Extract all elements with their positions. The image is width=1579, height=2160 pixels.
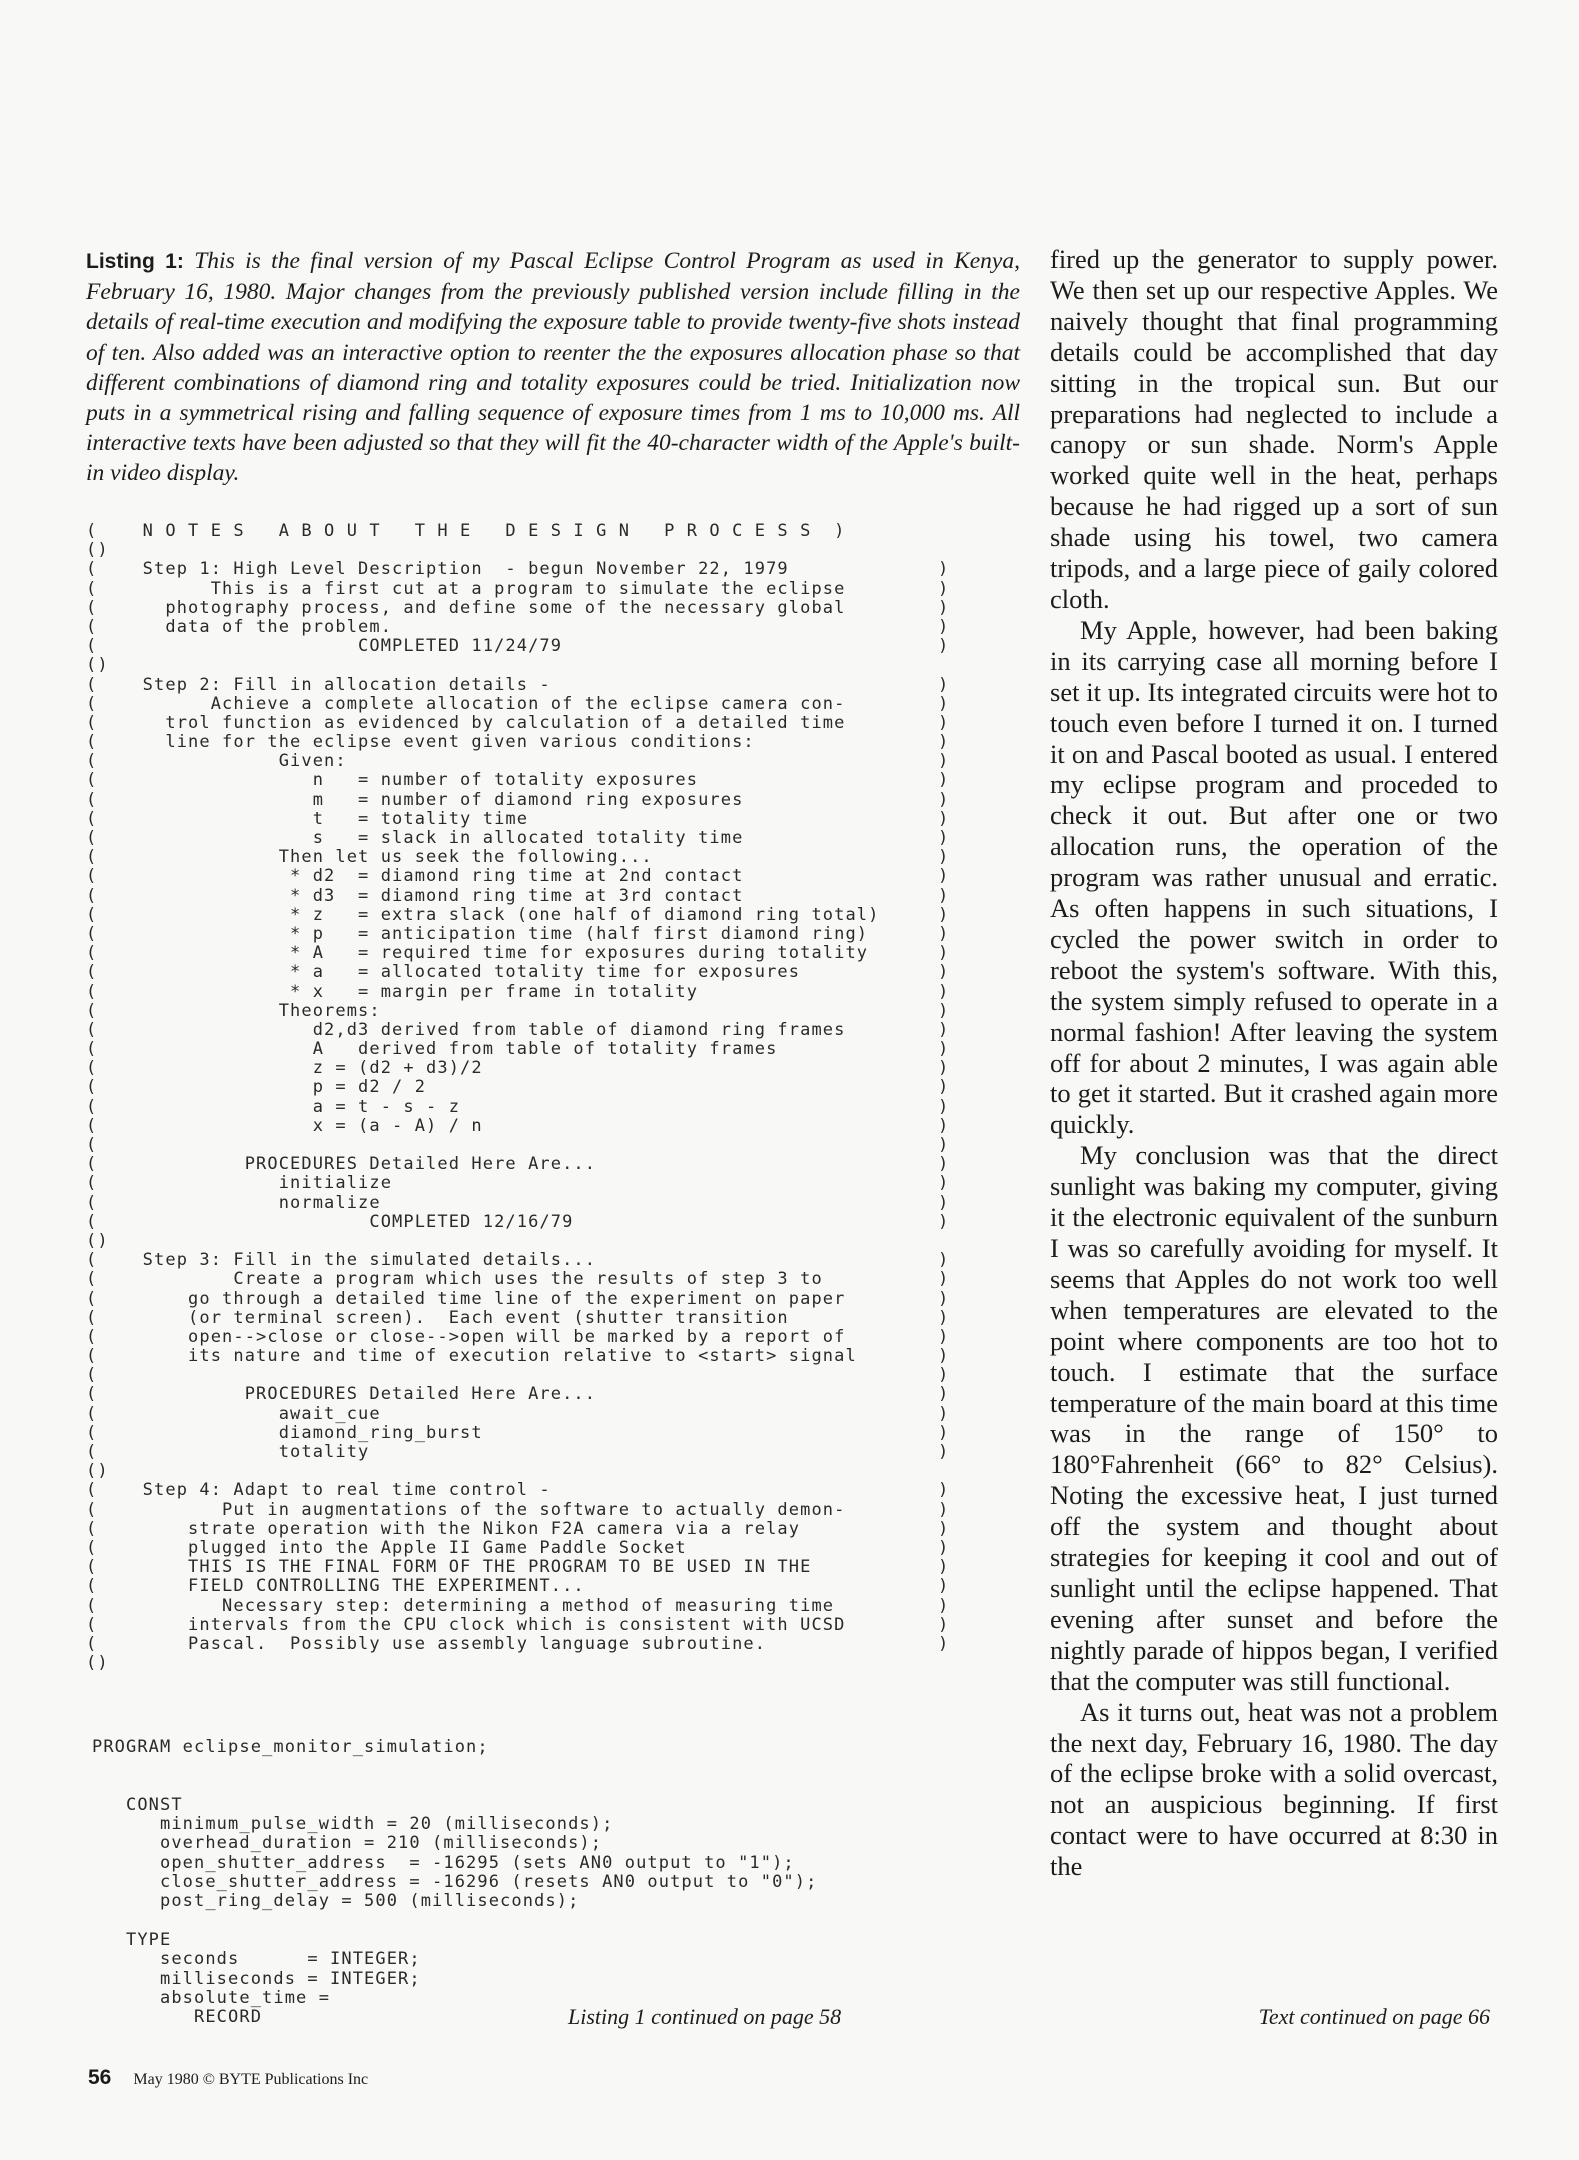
comment-line (86, 1213, 966, 1232)
comment-line (86, 771, 966, 790)
open-brace: ( (86, 578, 98, 599)
close-brace: ) (938, 1442, 950, 1462)
open-brace: ( (86, 847, 98, 868)
open-brace: ( (86, 1058, 98, 1079)
open-brace: ( (86, 693, 98, 714)
comment-line (86, 1654, 966, 1673)
open-brace: ( (86, 1499, 98, 1520)
close-brace: ) (938, 962, 950, 983)
comment-line (86, 1251, 966, 1270)
close-brace: ) (938, 1633, 950, 1654)
comment-line (86, 560, 966, 579)
close-brace: ) (938, 847, 950, 868)
comment-text: await_cue (97, 1403, 381, 1424)
comment-text: open-->close or close-->open will be marked by a report of (97, 1326, 846, 1347)
open-brace: ( (86, 943, 98, 964)
comment-line (86, 906, 966, 925)
open-brace: ( (86, 1442, 98, 1462)
comment-line (86, 1385, 966, 1404)
open-brace: ( (86, 828, 98, 848)
comment-text: diamond_ring_burst (97, 1422, 483, 1443)
close-brace: ) (938, 1096, 950, 1117)
comment-line (86, 1520, 966, 1539)
open-brace: ( (86, 1633, 98, 1654)
open-brace: ( (86, 981, 98, 1002)
open-brace: ( (86, 597, 98, 618)
comment-text: A derived from table of totality frames (97, 1039, 778, 1060)
comment-text: trol function as evidenced by calculation of a detailed time (97, 712, 846, 733)
comment-text: * z = extra slack (one half of diamond ring total) (97, 904, 880, 925)
code-line: open_shutter_address = -16295 (sets AN0 output to "1"); (92, 1852, 795, 1873)
comment-text: Then let us seek the following... (97, 847, 653, 868)
comment-line (86, 1462, 966, 1481)
open-brace: ( (86, 1211, 98, 1232)
close-brace: ) (938, 1135, 950, 1155)
open-brace: ( (86, 1384, 98, 1405)
close-brace: ) (938, 1346, 950, 1367)
comment-text: COMPLETED 11/24/79 (97, 636, 563, 657)
comment-line (86, 1155, 966, 1174)
close-brace: ) (938, 1614, 950, 1635)
comment-text: Create a program which uses the results of step 3 to (97, 1269, 823, 1290)
comment-text: n = number of totality exposures (97, 770, 699, 791)
comment-text: Achieve a complete allocation of the eclipse camera con- (97, 693, 846, 714)
comment-text: its nature and time of execution relative to <start> signal (97, 1346, 857, 1367)
article-paragraph: My Apple, however, had been baking in its carrying case all morning before I set it up. Its integrated circuits were hot to touch even before I turned it on. I turned it on and Pascal booted as usual. I entered my eclipse program and proceded to check it out. But after one or two allocation runs, the operation of the program was rather unusual and erratic. As often happens in such situations, I cycled the power switch in order to reboot the system's software. With this, the system simply refused to operate in a normal fashion! After leaving the system off for about 2 minutes, I was again able to get it started. But it crashed again more quickly. (1050, 614, 1498, 1140)
close-brace: ) (938, 616, 950, 637)
close-brace: ) (938, 1288, 950, 1309)
comment-line (86, 1232, 966, 1251)
close-brace: ) (938, 636, 950, 657)
comment-line (86, 752, 966, 771)
comment-line (86, 1424, 966, 1443)
close-brace: ) (938, 789, 950, 810)
open-brace: ( (86, 1269, 98, 1290)
open-brace: ( (86, 751, 98, 772)
open-brace: ( (86, 1307, 98, 1328)
open-brace: ( (86, 1000, 98, 1021)
comment-text: * A = required time for exposures during totality (97, 943, 869, 964)
comment-text: This is a first cut at a program to simulate the eclipse (97, 578, 846, 599)
comment-text: THIS IS THE FINAL FORM OF THE PROGRAM TO BE USED IN THE (97, 1557, 812, 1578)
comment-line (86, 1002, 966, 1021)
open-brace: ( (86, 1480, 98, 1501)
comment-line (86, 599, 966, 618)
close-brace: ) (938, 1384, 950, 1405)
comment-text: Necessary step: determining a method of measuring time (97, 1595, 835, 1616)
comment-text: * x = margin per frame in totality (97, 981, 699, 1002)
comment-text: COMPLETED 12/16/79 (97, 1211, 574, 1232)
close-brace: ) (938, 770, 950, 791)
article-paragraph: My conclusion was that the direct sunlight was baking my computer, giving it the electronic equivalent of the sunburn I was so carefully avoiding for myself. It seems that Apples do not work too well when temperatures are elevated to the point where components are too hot to touch. I estimate that the surface temperature of the main board at this time was in the range of 150° to 180°Fahrenheit (66° to 82° Celsius). Noting the excessive heat, I just turned off the system and thought about strategies for keeping it cool and out of sunlight until the eclipse happened. That evening after sunset and before the nightly parade of hippos began, I verified that the computer was still functional. (1050, 1140, 1498, 1696)
comment-line (86, 887, 966, 906)
comment-text: strate operation with the Nikon F2A camera via a relay (97, 1518, 801, 1539)
comment-text: Step 1: High Level Description - begun November 22, 1979 (97, 559, 789, 580)
comment-text: initialize (97, 1173, 393, 1194)
code-line: minimum_pulse_width = 20 (milliseconds); (92, 1814, 614, 1835)
comment-text: data of the problem. (97, 616, 393, 637)
code-line: PROGRAM eclipse_monitor_simulation; (92, 1737, 489, 1757)
close-brace: ) (938, 1039, 950, 1060)
close-brace: ) (938, 923, 950, 944)
comment-text: line for the eclipse event given various conditions: (97, 732, 755, 753)
close-brace: ) (938, 712, 950, 733)
close-brace: ) (938, 866, 950, 887)
open-brace: ( (86, 616, 98, 637)
close-brace: ) (938, 1173, 950, 1194)
close-brace: ) (938, 1307, 950, 1328)
comment-text: totality (97, 1442, 370, 1462)
code-line: TYPE (92, 1929, 172, 1950)
comment-text: Put in augmentations of the software to actually demon- (97, 1499, 846, 1520)
open-brace: ( (86, 1288, 98, 1309)
open-brace: ( (86, 962, 98, 983)
close-brace: ) (938, 1518, 950, 1539)
open-brace: ( (86, 1537, 98, 1558)
close-brace: ) (938, 904, 950, 925)
close-brace: ) (938, 1211, 950, 1232)
comment-line (86, 1443, 966, 1462)
comment-line (86, 1366, 966, 1385)
publication-info: May 1980 © BYTE Publications Inc (133, 2071, 369, 2088)
code-line (92, 1757, 817, 1776)
open-brace: ( (86, 636, 98, 657)
open-brace: ( (86, 770, 98, 791)
close-brace: ) (938, 1192, 950, 1213)
open-brace: ( (86, 1019, 98, 1040)
open-brace: ( (86, 1595, 98, 1616)
close-brace: ) (938, 674, 950, 695)
close-brace: ) (938, 1154, 950, 1175)
open-brace: ( (86, 1039, 98, 1060)
close-brace: ) (938, 1365, 950, 1386)
comment-line (86, 867, 966, 886)
open-brace: ( (86, 789, 98, 810)
caption-label: Listing 1: (86, 250, 184, 273)
pascal-code-listing (92, 1738, 817, 2027)
close-brace: ) (938, 1269, 950, 1290)
comment-line (86, 1558, 966, 1577)
comment-text: * a = allocated totality time for exposures (97, 962, 801, 983)
code-line: seconds = INTEGER; (92, 1949, 421, 1970)
comment-line (86, 1021, 966, 1040)
close-brace: ) (938, 597, 950, 618)
close-brace: ) (938, 885, 950, 906)
comment-text: t = totality time (97, 808, 529, 829)
comment-line (86, 1309, 966, 1328)
close-brace: ) (938, 578, 950, 599)
comment-text: * d3 = diamond ring time at 3rd contact (97, 885, 744, 906)
open-brace: ( (86, 808, 98, 829)
comment-text: Step 2: Fill in allocation details - (97, 674, 551, 695)
close-brace: ) (938, 1326, 950, 1347)
comment-text: a = t - s - z (97, 1096, 461, 1117)
comment-line (86, 522, 966, 541)
code-line: RECORD (92, 2007, 263, 2028)
comment-line (86, 733, 966, 752)
code-line: close_shutter_address = -16296 (resets AN0 output to "0"); (92, 1872, 818, 1893)
comment-line (86, 1078, 966, 1097)
comment-line (86, 848, 966, 867)
open-brace: ( (86, 1154, 98, 1175)
open-brace: ( (86, 1326, 98, 1347)
comment-text: N O T E S A B O U T T H E D E S I G N P R O C E S S ) (97, 521, 846, 541)
close-brace: ) (938, 693, 950, 714)
comment-line (86, 1577, 966, 1596)
comment-text: normalize (97, 1192, 381, 1213)
open-brace: ( (86, 866, 98, 887)
comment-text: Step 4: Adapt to real time control - (97, 1480, 551, 1501)
open-brace: ( (86, 923, 98, 944)
comment-line (86, 1040, 966, 1059)
close-brace: ) (938, 981, 950, 1002)
comment-line (86, 829, 966, 848)
comment-line (86, 1347, 966, 1366)
close-brace: ) (938, 1422, 950, 1443)
code-line (92, 1777, 817, 1796)
open-brace: () (86, 540, 109, 561)
listing-continued-note: Listing 1 continued on page 58 (568, 2004, 842, 2029)
close-brace: ) (938, 751, 950, 772)
comment-line (86, 714, 966, 733)
open-brace: ( (86, 1173, 98, 1194)
comment-line (86, 1616, 966, 1635)
comment-line (86, 1098, 966, 1117)
comment-text: Step 3: Fill in the simulated details... (97, 1250, 597, 1271)
comment-text: PROCEDURES Detailed Here Are... (97, 1154, 597, 1175)
comment-text: Theorems: (97, 1000, 381, 1021)
close-brace: ) (938, 732, 950, 753)
article-paragraph: fired up the generator to supply power. We then set up our respective Apples. We naively thought that final programming details could be accomplished that day sitting in the tropical sun. But our preparations had neglected to include a canopy or sun shade. Norm's Apple worked quite well in the heat, perhaps because he had rigged up a sort of sun shade using his towel, two camera tripods, and a large piece of gaily colored cloth. (1050, 244, 1498, 614)
comment-text: (or terminal screen). Each event (shutter transition (97, 1307, 789, 1328)
code-line: absolute_time = (92, 1987, 331, 2008)
comment-line (86, 1290, 966, 1309)
open-brace: ( (86, 1422, 98, 1443)
comment-text: plugged into the Apple II Game Paddle Socket (97, 1537, 687, 1558)
comment-text: PROCEDURES Detailed Here Are... (97, 1384, 597, 1405)
comment-line (86, 1328, 966, 1347)
comment-line (86, 925, 966, 944)
comment-line (86, 810, 966, 829)
comment-line (86, 983, 966, 1002)
close-brace: ) (938, 1077, 950, 1098)
close-brace: ) (938, 1499, 950, 1520)
close-brace: ) (938, 1480, 950, 1501)
open-brace: ( (86, 1135, 98, 1155)
comment-text: z = (d2 + d3)/2 (97, 1058, 483, 1079)
code-line: milliseconds = INTEGER; (92, 1968, 421, 1989)
close-brace: ) (938, 1576, 950, 1597)
open-brace: ( (86, 1557, 98, 1578)
open-brace: ( (86, 1403, 98, 1424)
open-brace: ( (86, 712, 98, 733)
open-brace: ( (86, 1518, 98, 1539)
open-brace: () (86, 1653, 109, 1674)
comment-line (86, 1597, 966, 1616)
comment-line (86, 1174, 966, 1193)
comment-line (86, 1059, 966, 1078)
close-brace: ) (938, 808, 950, 829)
comment-line (86, 1117, 966, 1136)
comment-text: s = slack in allocated totality time (97, 828, 744, 848)
comment-text: FIELD CONTROLLING THE EXPERIMENT... (97, 1576, 585, 1597)
close-brace: ) (938, 1557, 950, 1578)
open-brace: ( (86, 1192, 98, 1213)
close-brace: ) (938, 559, 950, 580)
comment-line (86, 944, 966, 963)
close-brace: ) (938, 1058, 950, 1079)
comment-text: x = (a - A) / n (97, 1115, 483, 1136)
comment-line (86, 637, 966, 656)
open-brace: ( (86, 1365, 98, 1386)
open-brace: ( (86, 1576, 98, 1597)
open-brace: ( (86, 732, 98, 753)
comment-line (86, 1635, 966, 1654)
comment-text: go through a detailed time line of the experiment on paper (97, 1288, 846, 1309)
comment-line (86, 580, 966, 599)
code-line: overhead_duration = 210 (milliseconds); (92, 1833, 603, 1854)
open-brace: ( (86, 885, 98, 906)
page-number: 56 (88, 2066, 112, 2089)
article-column (1050, 244, 1498, 1882)
close-brace: ) (938, 1595, 950, 1616)
comment-line (86, 1501, 966, 1520)
open-brace: ( (86, 1096, 98, 1117)
comment-line (86, 618, 966, 637)
article-paragraph: As it turns out, heat was not a problem the next day, February 16, 1980. The day of the eclipse broke with a solid overcast, not an auspicious beginning. If first contact were to have occurred at 8:30 in the (1050, 1696, 1498, 1882)
listing-caption (86, 246, 1020, 489)
close-brace: ) (938, 1403, 950, 1424)
open-brace: ( (86, 1115, 98, 1136)
comment-text: * d2 = diamond ring time at 2nd contact (97, 866, 744, 887)
comment-text: * p = anticipation time (half first diamond ring) (97, 923, 869, 944)
comment-text: intervals from the CPU clock which is consistent with UCSD (97, 1614, 846, 1635)
open-brace: () (86, 1230, 109, 1251)
comment-text: Pascal. Possibly use assembly language subroutine. (97, 1633, 767, 1654)
comment-line (86, 656, 966, 675)
comment-line (86, 1270, 966, 1289)
comment-line (86, 963, 966, 982)
comment-line (86, 676, 966, 695)
close-brace: ) (938, 1537, 950, 1558)
open-brace: ( (86, 1077, 98, 1098)
code-line: post_ring_delay = 500 (milliseconds); (92, 1891, 580, 1912)
close-brace: ) (938, 1019, 950, 1040)
close-brace: ) (938, 1115, 950, 1136)
comment-text: photography process, and define some of the necessary global (97, 597, 846, 618)
close-brace: ) (938, 828, 950, 848)
text-continued-note: Text continued on page 66 (1258, 2004, 1490, 2029)
comment-line (86, 695, 966, 714)
close-brace: ) (938, 1000, 950, 1021)
open-brace: () (86, 1461, 109, 1482)
comment-line (86, 1539, 966, 1558)
open-brace: ( (86, 904, 98, 925)
comment-text: d2,d3 derived from table of diamond ring frames (97, 1019, 846, 1040)
comment-text: p = d2 / 2 (97, 1077, 427, 1098)
comment-line (86, 1481, 966, 1500)
caption-text: This is the final version of my Pascal Eclipse Control Program as used in Kenya, February 16, 1980. Major changes from the previously published version include filling in the details of real-time execution and modifying the exposure table to provide twenty-five shots instead of ten. Also added was an interactive option to reenter the the exposures allocation phase so that different combinations of diamond ring and totality exposures could be tried. Initialization now puts in a symmetrical rising and falling sequence of exposure times from 1 ms to 10,000 ms. All interactive texts have been adjusted so that they will fit the 40-character width of the Apple's built-in video display. (86, 248, 1020, 487)
comment-line (86, 1405, 966, 1424)
comment-line (86, 1136, 966, 1155)
design-notes-listing (86, 522, 966, 1673)
comment-text: Given: (97, 751, 347, 772)
open-brace: ( (86, 1346, 98, 1367)
close-brace: ) (938, 1250, 950, 1271)
comment-line (86, 791, 966, 810)
open-brace: ( (86, 559, 98, 580)
code-line: CONST (92, 1794, 183, 1815)
code-line (92, 1912, 817, 1931)
open-brace: ( (86, 674, 98, 695)
open-brace: ( (86, 1614, 98, 1635)
page-footer (88, 2066, 368, 2090)
open-brace: ( (86, 1250, 98, 1271)
comment-text: m = number of diamond ring exposures (97, 789, 744, 810)
open-brace: () (86, 655, 109, 676)
close-brace: ) (938, 943, 950, 964)
comment-line (86, 1194, 966, 1213)
comment-line (86, 541, 966, 560)
open-brace: ( (86, 521, 98, 541)
